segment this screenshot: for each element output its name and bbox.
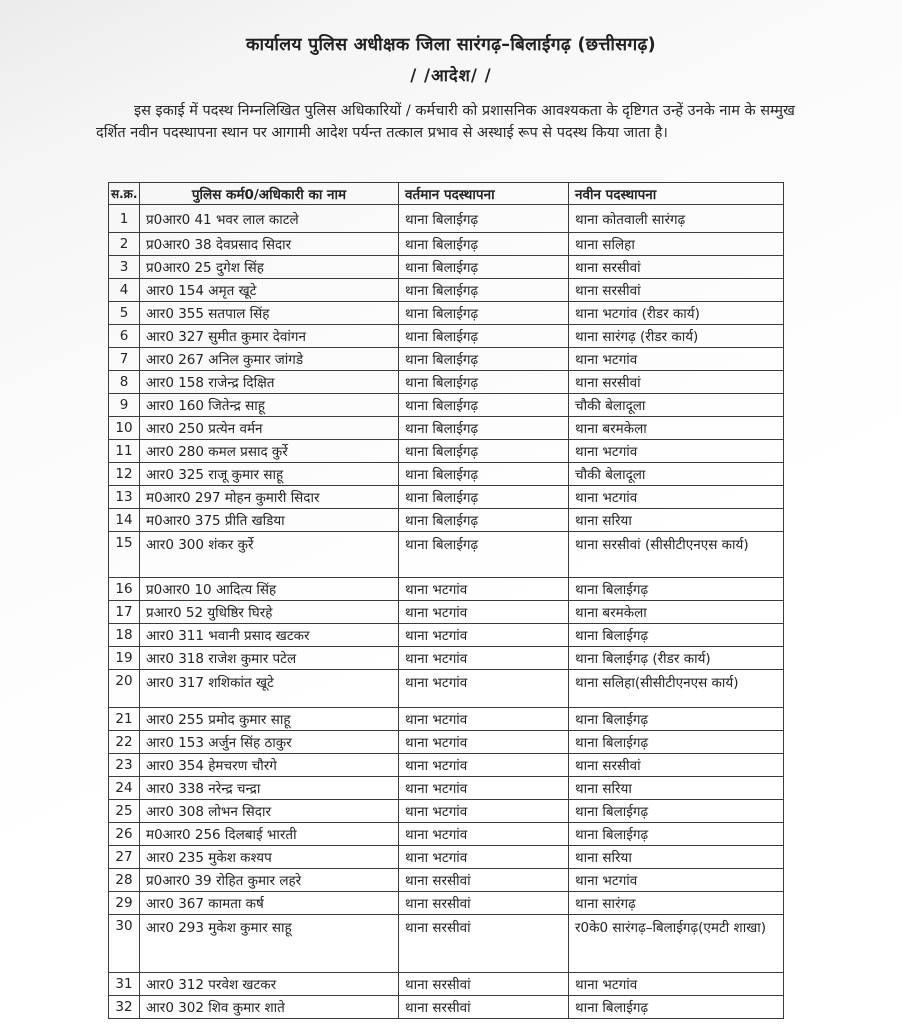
serial-cell: 7 <box>109 348 140 371</box>
new-posting-cell: थाना बिलाईगढ़ <box>569 624 784 647</box>
new-posting-cell: थाना सरसीवां <box>569 754 784 777</box>
table-row <box>109 915 784 973</box>
table-row <box>109 440 784 463</box>
serial-cell: 1 <box>109 205 140 233</box>
table-row <box>109 823 784 846</box>
new-posting-cell: थाना भटगांव (रीडर कार्य) <box>569 302 784 325</box>
col-header-current-posting: वर्तमान पदस्थापना <box>399 183 569 205</box>
name-cell: आर0 317 शशिकांत खूटे <box>140 670 399 708</box>
current-posting-cell: थाना भटगांव <box>399 731 569 754</box>
current-posting-cell: थाना बिलाईगढ़ <box>399 348 569 371</box>
name-cell: आर0 354 हेमचरण चौरगे <box>140 754 399 777</box>
name-cell: आर0 235 मुकेश कश्यप <box>140 846 399 869</box>
new-posting-cell: थाना सरसीवां <box>569 279 784 302</box>
current-posting-cell: थाना भटगांव <box>399 800 569 823</box>
name-cell: आर0 160 जितेन्द्र साहू <box>140 394 399 417</box>
current-posting-cell: थाना बिलाईगढ़ <box>399 394 569 417</box>
serial-cell: 31 <box>109 973 140 996</box>
current-posting-cell: थाना बिलाईगढ़ <box>399 233 569 256</box>
name-cell: आर0 367 कामता कर्ष <box>140 892 399 915</box>
new-posting-cell: थाना बिलाईगढ़ <box>569 731 784 754</box>
intro-paragraph: इस इकाई में पदस्थ निम्नलिखित पुलिस अधिकारियों / कर्मचारी को प्रशासनिक आवश्यकता के दृष्टिगत उन्हें उनके नाम के सम्मुख दर्शित नवीन पदस्थापना स्थान पर आगामी आदेश पर्यन्त तत्काल प्रभाव से अस्थाई रूप से पदस्थ किया जाता है। <box>96 103 795 141</box>
name-cell: आर0 325 राजू कुमार साहू <box>140 463 399 486</box>
new-posting-cell: थाना बिलाईगढ़ <box>569 800 784 823</box>
current-posting-cell: थाना बिलाईगढ़ <box>399 486 569 509</box>
order-heading: / /आदेश/ / <box>410 66 492 85</box>
new-posting-cell: थाना बिलाईगढ़ <box>569 578 784 601</box>
new-posting-cell: चौकी बेलादूला <box>569 394 784 417</box>
new-posting-cell: थाना बरमकेला <box>569 417 784 440</box>
new-posting-cell: थाना सरसीवां <box>569 371 784 394</box>
transfer-table-header <box>109 183 784 205</box>
current-posting-cell: थाना बिलाईगढ़ <box>399 463 569 486</box>
name-cell: म0आर0 297 मोहन कुमारी सिदार <box>140 486 399 509</box>
serial-cell: 2 <box>109 233 140 256</box>
name-cell: आर0 267 अनिल कुमार जांगडे <box>140 348 399 371</box>
serial-cell: 28 <box>109 869 140 892</box>
serial-cell: 23 <box>109 754 140 777</box>
current-posting-cell: थाना सरसीवां <box>399 869 569 892</box>
serial-cell: 20 <box>109 670 140 708</box>
current-posting-cell: थाना सरसीवां <box>399 915 569 973</box>
serial-cell: 22 <box>109 731 140 754</box>
serial-cell: 29 <box>109 892 140 915</box>
name-cell: आर0 302 शिव कुमार शाते <box>140 996 399 1019</box>
name-cell: आर0 338 नरेन्द्र चन्द्रा <box>140 777 399 800</box>
serial-cell: 10 <box>109 417 140 440</box>
serial-cell: 32 <box>109 996 140 1019</box>
table-row <box>109 754 784 777</box>
name-cell: आर0 280 कमल प्रसाद कुर्रे <box>140 440 399 463</box>
current-posting-cell: थाना बिलाईगढ़ <box>399 256 569 279</box>
col-header-new-posting: नवीन पदस्थापना <box>569 183 784 205</box>
new-posting-cell: थाना सलिहा <box>569 233 784 256</box>
table-row <box>109 601 784 624</box>
current-posting-cell: थाना सरसीवां <box>399 996 569 1019</box>
new-posting-cell: थाना भटगांव <box>569 486 784 509</box>
table-row <box>109 371 784 394</box>
serial-cell: 16 <box>109 578 140 601</box>
serial-cell: 15 <box>109 532 140 578</box>
serial-cell: 9 <box>109 394 140 417</box>
name-cell: आर0 158 राजेन्द्र दिक्षित <box>140 371 399 394</box>
table-row <box>109 777 784 800</box>
table-row <box>109 463 784 486</box>
transfer-table <box>108 182 784 1019</box>
name-cell: आर0 308 लोभन सिदार <box>140 800 399 823</box>
name-cell: आर0 255 प्रमोद कुमार साहू <box>140 708 399 731</box>
name-cell: आर0 293 मुकेश कुमार साहू <box>140 915 399 973</box>
table-row <box>109 302 784 325</box>
new-posting-cell: थाना बिलाईगढ़ <box>569 708 784 731</box>
table-row <box>109 532 784 578</box>
name-cell: प्र0आर0 38 देवप्रसाद सिदार <box>140 233 399 256</box>
name-cell: आर0 311 भवानी प्रसाद खटकर <box>140 624 399 647</box>
current-posting-cell: थाना बिलाईगढ़ <box>399 417 569 440</box>
table-row <box>109 205 784 233</box>
current-posting-cell: थाना भटगांव <box>399 708 569 731</box>
new-posting-cell: थाना कोतवाली सारंगढ़ <box>569 205 784 233</box>
name-cell: आर0 355 सतपाल सिंह <box>140 302 399 325</box>
new-posting-cell: थाना बिलाईगढ़ (रीडर कार्य) <box>569 647 784 670</box>
new-posting-cell: थाना सारंगढ़ <box>569 892 784 915</box>
table-row <box>109 670 784 708</box>
header-row <box>109 183 784 205</box>
new-posting-cell: थाना भटगांव <box>569 440 784 463</box>
table-row <box>109 486 784 509</box>
col-header-name: पुलिस कर्म0/अधिकारी का नाम <box>140 183 399 205</box>
new-posting-cell: थाना बिलाईगढ़ <box>569 996 784 1019</box>
serial-cell: 24 <box>109 777 140 800</box>
current-posting-cell: थाना भटगांव <box>399 754 569 777</box>
new-posting-cell: थाना सारंगढ़ (रीडर कार्य) <box>569 325 784 348</box>
current-posting-cell: थाना बिलाईगढ़ <box>399 302 569 325</box>
name-cell: आर0 154 अमृत खूटे <box>140 279 399 302</box>
table-row <box>109 417 784 440</box>
new-posting-cell: थाना सरिया <box>569 509 784 532</box>
serial-cell: 3 <box>109 256 140 279</box>
table-row <box>109 394 784 417</box>
serial-cell: 8 <box>109 371 140 394</box>
table-row <box>109 647 784 670</box>
name-cell: म0आर0 256 दिलबाई भारती <box>140 823 399 846</box>
new-posting-cell: थाना सरसीवां <box>569 256 784 279</box>
table-row <box>109 233 784 256</box>
new-posting-cell: थाना भटगांव <box>569 869 784 892</box>
name-cell: आर0 318 राजेश कुमार पटेल <box>140 647 399 670</box>
col-header-serial: स.क्र. <box>109 183 140 205</box>
serial-cell: 19 <box>109 647 140 670</box>
new-posting-cell: थाना बरमकेला <box>569 601 784 624</box>
new-posting-cell: र0के0 सारंगढ़–बिलाईगढ़(एमटी शाखा) <box>569 915 784 973</box>
serial-cell: 17 <box>109 601 140 624</box>
serial-cell: 30 <box>109 915 140 973</box>
name-cell: प्रआर0 52 युधिष्ठिर घिरहे <box>140 601 399 624</box>
table-row <box>109 846 784 869</box>
table-row <box>109 509 784 532</box>
new-posting-cell: थाना बिलाईगढ़ <box>569 823 784 846</box>
current-posting-cell: थाना भटगांव <box>399 601 569 624</box>
serial-cell: 4 <box>109 279 140 302</box>
new-posting-cell: थाना सरिया <box>569 777 784 800</box>
current-posting-cell: थाना भटगांव <box>399 647 569 670</box>
transfer-table-body <box>109 205 784 1019</box>
current-posting-cell: थाना भटगांव <box>399 624 569 647</box>
new-posting-cell: थाना भटगांव <box>569 348 784 371</box>
table-row <box>109 892 784 915</box>
serial-cell: 12 <box>109 463 140 486</box>
name-cell: आर0 327 सुमीत कुमार देवांगन <box>140 325 399 348</box>
name-cell: म0आर0 375 प्रीति खडिया <box>140 509 399 532</box>
name-cell: प्र0आर0 41 भवर लाल काटले <box>140 205 399 233</box>
current-posting-cell: थाना भटगांव <box>399 670 569 708</box>
new-posting-cell: थाना सरसीवां (सीसीटीएनएस कार्य) <box>569 532 784 578</box>
table-row <box>109 731 784 754</box>
current-posting-cell: थाना बिलाईगढ़ <box>399 325 569 348</box>
table-row <box>109 348 784 371</box>
serial-cell: 21 <box>109 708 140 731</box>
table-row <box>109 624 784 647</box>
new-posting-cell: चौकी बेलादूला <box>569 463 784 486</box>
new-posting-cell: थाना सलिहा(सीसीटीएनएस कार्य) <box>569 670 784 708</box>
serial-cell: 18 <box>109 624 140 647</box>
serial-cell: 13 <box>109 486 140 509</box>
serial-cell: 6 <box>109 325 140 348</box>
current-posting-cell: थाना बिलाईगढ़ <box>399 279 569 302</box>
table-row <box>109 256 784 279</box>
current-posting-cell: थाना भटगांव <box>399 777 569 800</box>
table-row <box>109 279 784 302</box>
table-row <box>109 325 784 348</box>
table-row <box>109 973 784 996</box>
name-cell: आर0 312 परवेश खटकर <box>140 973 399 996</box>
current-posting-cell: थाना भटगांव <box>399 823 569 846</box>
current-posting-cell: थाना सरसीवां <box>399 973 569 996</box>
name-cell: आर0 300 शंकर कुर्रे <box>140 532 399 578</box>
name-cell: प्र0आर0 25 दुगेश सिंह <box>140 256 399 279</box>
table-row <box>109 800 784 823</box>
new-posting-cell: थाना भटगांव <box>569 973 784 996</box>
serial-cell: 25 <box>109 800 140 823</box>
current-posting-cell: थाना बिलाईगढ़ <box>399 509 569 532</box>
serial-cell: 27 <box>109 846 140 869</box>
new-posting-cell: थाना सरिया <box>569 846 784 869</box>
name-cell: प्र0आर0 39 रोहित कुमार लहरे <box>140 869 399 892</box>
serial-cell: 14 <box>109 509 140 532</box>
name-cell: आर0 250 प्रत्येन वर्मन <box>140 417 399 440</box>
table-row <box>109 996 784 1019</box>
serial-cell: 11 <box>109 440 140 463</box>
table-row <box>109 869 784 892</box>
current-posting-cell: थाना बिलाईगढ़ <box>399 532 569 578</box>
serial-cell: 5 <box>109 302 140 325</box>
table-row <box>109 708 784 731</box>
current-posting-cell: थाना भटगांव <box>399 846 569 869</box>
table-row <box>109 578 784 601</box>
current-posting-cell: थाना बिलाईगढ़ <box>399 371 569 394</box>
current-posting-cell: थाना भटगांव <box>399 578 569 601</box>
page-title: कार्यालय पुलिस अधीक्षक जिला सारंगढ़–बिलाईगढ़ (छत्तीसगढ़) <box>246 35 656 55</box>
current-posting-cell: थाना सरसीवां <box>399 892 569 915</box>
serial-cell: 26 <box>109 823 140 846</box>
name-cell: प्र0आर0 10 आदित्य सिंह <box>140 578 399 601</box>
current-posting-cell: थाना बिलाईगढ़ <box>399 440 569 463</box>
name-cell: आर0 153 अर्जुन सिंह ठाकुर <box>140 731 399 754</box>
current-posting-cell: थाना बिलाईगढ़ <box>399 205 569 233</box>
